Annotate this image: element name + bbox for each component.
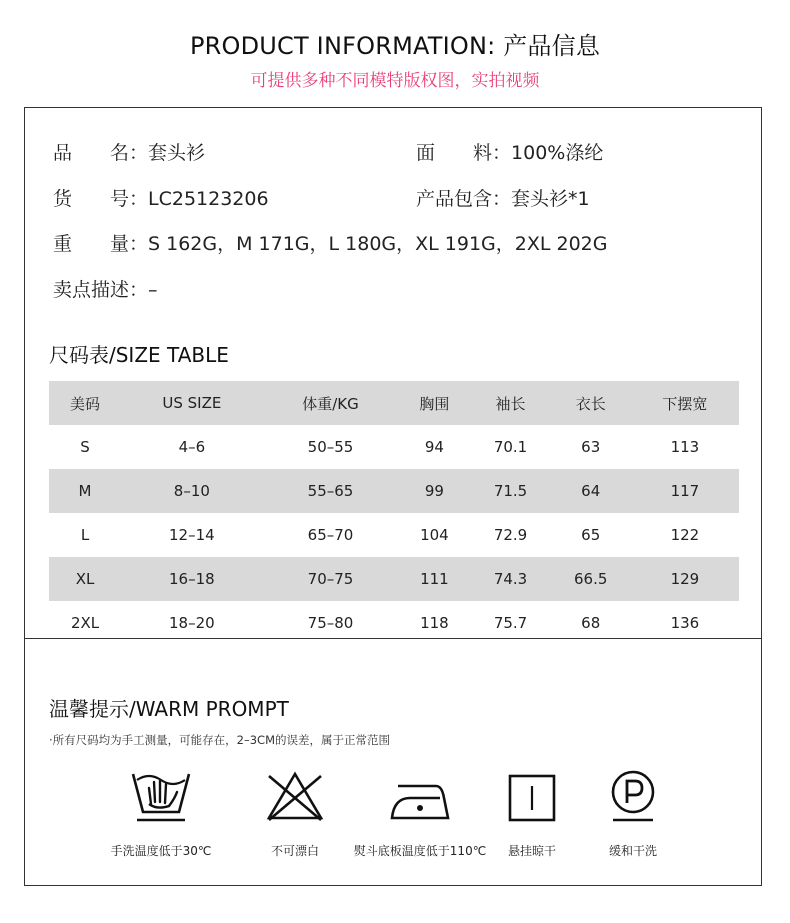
sku-value: LC25123206 <box>148 188 269 210</box>
table-cell: 129 <box>670 570 700 588</box>
table-cell: 63 <box>581 438 601 456</box>
fabric-value: 100%涤纶 <box>511 142 604 164</box>
measurement-note: ·所有尺码均为手工测量，可能存在，2–3CM的误差，属于正常范围 <box>49 733 390 747</box>
table-cell: 122 <box>670 526 700 544</box>
hand-wash-icon <box>129 768 193 826</box>
section-divider <box>25 638 761 639</box>
table-header-cell: US SIZE <box>162 394 222 412</box>
table-header-cell: 下摆宽 <box>662 394 708 413</box>
info-selling-points <box>53 275 158 302</box>
table-cell: 70–75 <box>307 570 354 588</box>
table-cell: 117 <box>670 482 700 500</box>
warm-prompt-title: 温馨提示/WARM PROMPT <box>49 697 289 721</box>
table-cell: 12–14 <box>169 526 215 544</box>
table-cell: 99 <box>424 482 444 500</box>
weight-value: S 162G，M 171G，L 180G，XL 191G，2XL 202G <box>148 233 608 255</box>
page-subtitle: 可提供多种不同模特版权图，实拍视频 <box>250 71 540 91</box>
table-row <box>49 513 739 557</box>
table-cell: 65 <box>581 526 601 544</box>
care-label: 不可漂白 <box>270 844 319 858</box>
table-cell: 136 <box>670 614 700 632</box>
table-cell: 50–55 <box>307 438 354 456</box>
table-cell: 2XL <box>70 614 100 632</box>
care-hand-wash <box>91 768 231 859</box>
table-cell: M <box>78 482 92 500</box>
info-fabric <box>416 138 603 165</box>
table-cell: 118 <box>420 614 449 632</box>
info-weight <box>53 229 608 256</box>
table-cell: 70.1 <box>493 438 528 456</box>
selling-label: 卖点描述： <box>53 279 149 301</box>
info-contents <box>416 184 590 211</box>
table-row <box>49 469 739 513</box>
contents-value: 套头衫*1 <box>511 188 590 210</box>
table-cell: 94 <box>424 438 444 456</box>
table-cell: 65–70 <box>307 526 354 544</box>
info-frame <box>24 107 762 886</box>
care-no-bleach <box>225 768 365 859</box>
table-header-cell: 美码 <box>70 394 101 413</box>
table-cell: XL <box>75 570 95 588</box>
table-cell: 18–20 <box>169 614 215 632</box>
table-cell: 16–18 <box>169 570 215 588</box>
selling-value: – <box>148 279 158 301</box>
size-table-title: 尺码表/SIZE TABLE <box>49 343 229 367</box>
contents-label: 产品包含： <box>416 188 512 210</box>
table-cell: 111 <box>420 570 449 588</box>
no-bleach-icon <box>263 768 327 826</box>
table-cell: 71.5 <box>493 482 528 500</box>
table-cell: 64 <box>581 482 601 500</box>
table-cell: 55–65 <box>307 482 354 500</box>
table-header-cell: 袖长 <box>495 394 526 413</box>
info-sku <box>53 184 269 211</box>
name-label: 品 名： <box>53 142 149 164</box>
page-title: PRODUCT INFORMATION: 产品信息 <box>189 32 601 60</box>
name-value: 套头衫 <box>148 142 206 164</box>
iron-low-icon <box>388 768 452 826</box>
table-cell: S <box>80 438 90 456</box>
table-cell: 72.9 <box>493 526 528 544</box>
table-cell: 66.5 <box>574 570 608 588</box>
table-cell: 113 <box>670 438 700 456</box>
gentle-dry-clean-icon <box>601 768 665 826</box>
care-label: 缓和干洗 <box>608 844 657 858</box>
table-cell: 68 <box>581 614 601 632</box>
care-label: 熨斗底板温度低于110℃ <box>353 844 487 858</box>
care-label: 手洗温度低于30℃ <box>110 844 212 858</box>
table-cell: 75.7 <box>493 614 528 632</box>
table-row <box>49 557 739 601</box>
table-cell: L <box>80 526 90 544</box>
table-cell: 4–6 <box>178 438 206 456</box>
info-name <box>53 138 205 165</box>
fabric-label: 面 料： <box>416 142 512 164</box>
weight-label: 重 量： <box>53 233 149 255</box>
table-cell: 104 <box>420 526 449 544</box>
table-header-cell: 胸围 <box>419 394 450 413</box>
sku-label: 货 号： <box>53 188 149 210</box>
table-cell: 8–10 <box>173 482 210 500</box>
hang-dry-icon <box>500 768 564 826</box>
size-table <box>49 381 739 645</box>
table-cell: 75–80 <box>307 614 354 632</box>
care-gentle-dry-clean <box>563 768 703 859</box>
table-row <box>49 425 739 469</box>
table-header-row <box>49 381 739 425</box>
care-label: 悬挂晾干 <box>507 844 556 858</box>
table-cell: 74.3 <box>493 570 528 588</box>
table-header-cell: 衣长 <box>575 394 606 413</box>
table-header-cell: 体重/KG <box>302 394 359 413</box>
